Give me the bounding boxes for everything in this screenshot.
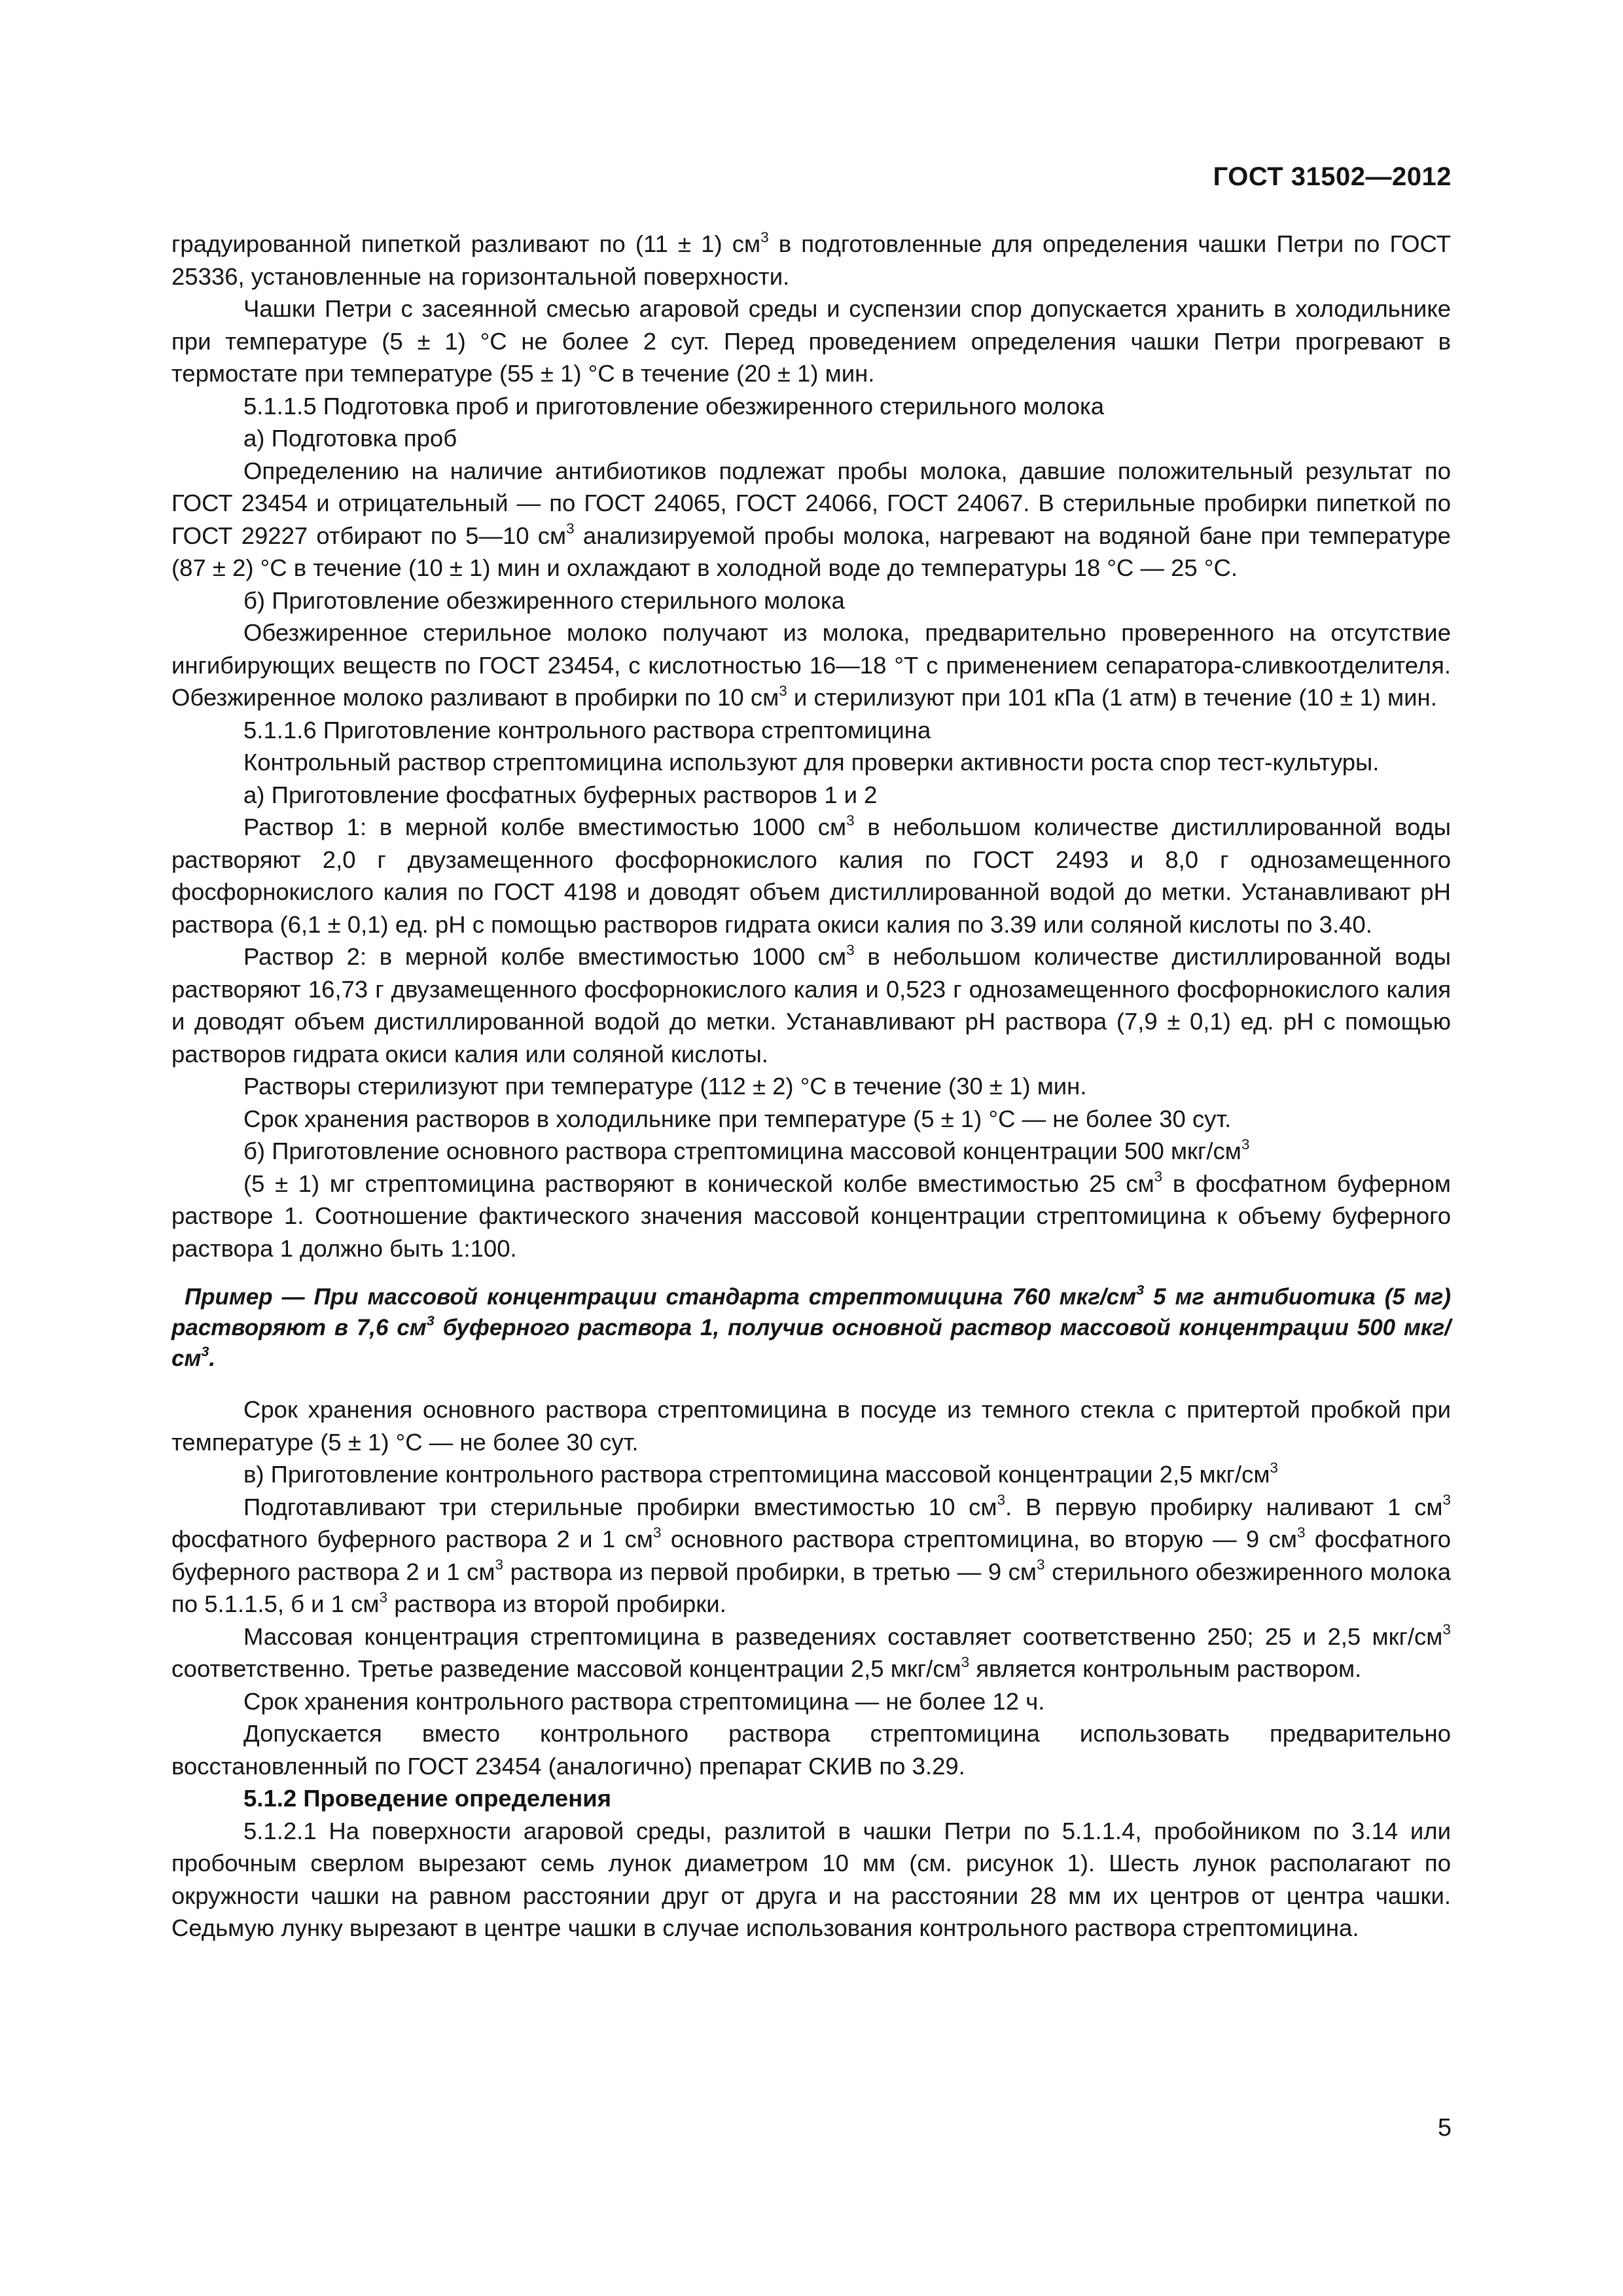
- body-paragraph: б) Приготовление обезжиренного стерильного молока: [243, 586, 845, 614]
- body-paragraph: 5.1.1.5 Подготовка проб и приготовление обезжиренного стерильного молока: [243, 392, 1105, 420]
- body-paragraph: а) Приготовление фосфатных буферных растворов 1 и 2: [243, 781, 878, 808]
- body-paragraph: Срок хранения контрольного раствора стрептомицина — не более 12 ч.: [243, 1687, 1045, 1715]
- body-paragraph: Чашки Петри с засеянной смесью агаровой среды и суспензии спор допускается хранить в холодильнике при температуре (5 ± 1) °С не более 2 сут. Перед проведением определения чашки Петри прогревают в термостате при температуре (55 ± 1) °С в течение (20 ± 1) мин.: [171, 295, 1451, 387]
- body-paragraph: градуированной пипеткой разливают по (11 ± 1) $см^3$ в подготовленные для определения чашки Петри по ГОСТ 25336, установленные на горизонтальной поверхности.: [171, 228, 1451, 290]
- body-paragraph: Контрольный раствор стрептомицина используют для проверки активности роста спор тест-культуры.: [243, 749, 1380, 776]
- body-paragraph: Массовая концентрация стрептомицина в разведениях составляет соответственно 250; 25 и 2,5 мкг/$см^3$ соответственно. Третье разведение массовой концентрации 2,5 мкг/$см^3$ является контрольным раствором.: [171, 1621, 1451, 1682]
- body-paragraph: Определению на наличие антибиотиков подлежат пробы молока, давшие положительный результат по ГОСТ 23454 и отрицательный — по ГОСТ 24065, ГОСТ 24066, ГОСТ 24067. В стерильные пробирки пипеткой по ГОСТ 29227 отбирают по 5—10 $см^3$ анализируемой пробы молока, нагревают на водяной бане при температуре (87 ± 2) °С в течение (10 ± 1) мин и охлаждают в холодной воде до температуры 18 °С — 25 °С.: [171, 457, 1451, 581]
- body-paragraph: Допускается вместо контрольного раствора стрептомицина использовать предварительно восстановленный по ГОСТ 23454 (аналогично) препарат СКИВ по 3.29.: [171, 1720, 1451, 1780]
- body-paragraph: Срок хранения растворов в холодильнике при температуре (5 ± 1) °С — не более 30 сут.: [243, 1105, 1232, 1132]
- body-paragraph: 5.1.1.6 Приготовление контрольного раствора стрептомицина: [243, 716, 931, 744]
- body-paragraph: Срок хранения основного раствора стрептомицина в посуде из темного стекла с притертой пробкой при температуре (5 ± 1) °С — не более 30 сут.: [171, 1396, 1451, 1456]
- example-note: Пример — При массовой концентрации стандарта стрептомицина 760 мкг/$см^3$ 5 мг антибиотика (5 мг) растворяют в 7,6 $см^3$ буферного раствора 1, получив основной раствор массовой концентрации 500 мкг/$см^3$.: [171, 1282, 1452, 1371]
- body-paragraph: (5 ± 1) мг стрептомицина растворяют в конической колбе вместимостью 25 $см^3$ в фосфатном буферном растворе 1. Соотношение фактического значения массовой концентрации стрептомицина к объему буферного раствора 1 должно быть 1:100.: [171, 1168, 1451, 1262]
- document-header: ГОСТ 31502—2012: [1213, 162, 1452, 191]
- body-paragraph: Подготавливают три стерильные пробирки вместимостью 10 $см^3$. В первую пробирку наливают 1 $см^3$ фосфатного буферного раствора 2 и 1 $см^3$ основного раствора стрептомицина, во вторую — 9 $см^3$ фосфатного буферного раствора 2 и 1 $см^3$ раствора из первой пробирки, в третью — 9 $см^3$ стерильного обезжиренного молока по 5.1.1.5, б и 1 $см^3$ раствора из второй пробирки.: [171, 1492, 1452, 1617]
- body-paragraph: а) Подготовка проб: [243, 425, 457, 452]
- body-paragraph: Раствор 1: в мерной колбе вместимостью 1000 $см^3$ в небольшом количестве дистиллированной воды растворяют 2,0 г двузамещенного фосфорнокислого калия по ГОСТ 2493 и 8,0 г однозамещенного фосфорнокислого калия по ГОСТ 4198 и доводят объем дистиллированной водой до метки. Устанавливают pH раствора (6,1 ± 0,1) ед. pH с помощью растворов гидрата окиси калия по 3.39 или соляной кислоты по 3.40.: [171, 812, 1452, 938]
- body-paragraph: Обезжиренное стерильное молоко получают из молока, предварительно проверенного на отсутствие ингибирующих веществ по ГОСТ 23454, с кислотностью 16—18 °Т с применением сепаратора-сливкоотделителя. Обезжиренное молоко разливают в пробирки по 10 $см^3$ и стерилизуют при 101 кПа (1 атм) в течение (10 ± 1) мин.: [171, 619, 1451, 711]
- body-paragraph: 5.1.2.1 На поверхности агаровой среды, разлитой в чашки Петри по 5.1.1.4, пробойником по 3.14 или пробочным сверлом вырезают семь лунок диаметром 10 мм (см. рисунок 1). Шесть лунок располагают по окружности чашки на равном расстоянии друг от друга и на расстоянии 28 мм их центров от центра чашки. Седьмую лунку вырезают в центре чашки в случае использования контрольного раствора стрептомицина.: [171, 1817, 1451, 1941]
- section-heading: 5.1.2 Проведение определения: [243, 1785, 611, 1812]
- document-body: [171, 228, 1451, 1945]
- body-paragraph: в) Приготовление контрольного раствора стрептомицина массовой концентрации 2,5 мкг/$см^3$: [243, 1459, 1279, 1488]
- body-paragraph: Растворы стерилизуют при температуре (112 ± 2) °С в течение (30 ± 1) мин.: [243, 1073, 1087, 1100]
- body-paragraph: Раствор 2: в мерной колбе вместимостью 1000 $см^3$ в небольшом количестве дистиллированной воды растворяют 16,73 г двузамещенного фосфорнокислого калия и 0,523 г однозамещенного фосфорнокислого калия и доводят объем дистиллированной водой до метки. Устанавливают pH раствора (7,9 ± 0,1) ед. pH с помощью растворов гидрата окиси калия или соляной кислоты.: [171, 941, 1452, 1067]
- body-paragraph: б) Приготовление основного раствора стрептомицина массовой концентрации 500 мкг/$см^3$: [243, 1136, 1250, 1164]
- page-number: 5: [1437, 2114, 1452, 2142]
